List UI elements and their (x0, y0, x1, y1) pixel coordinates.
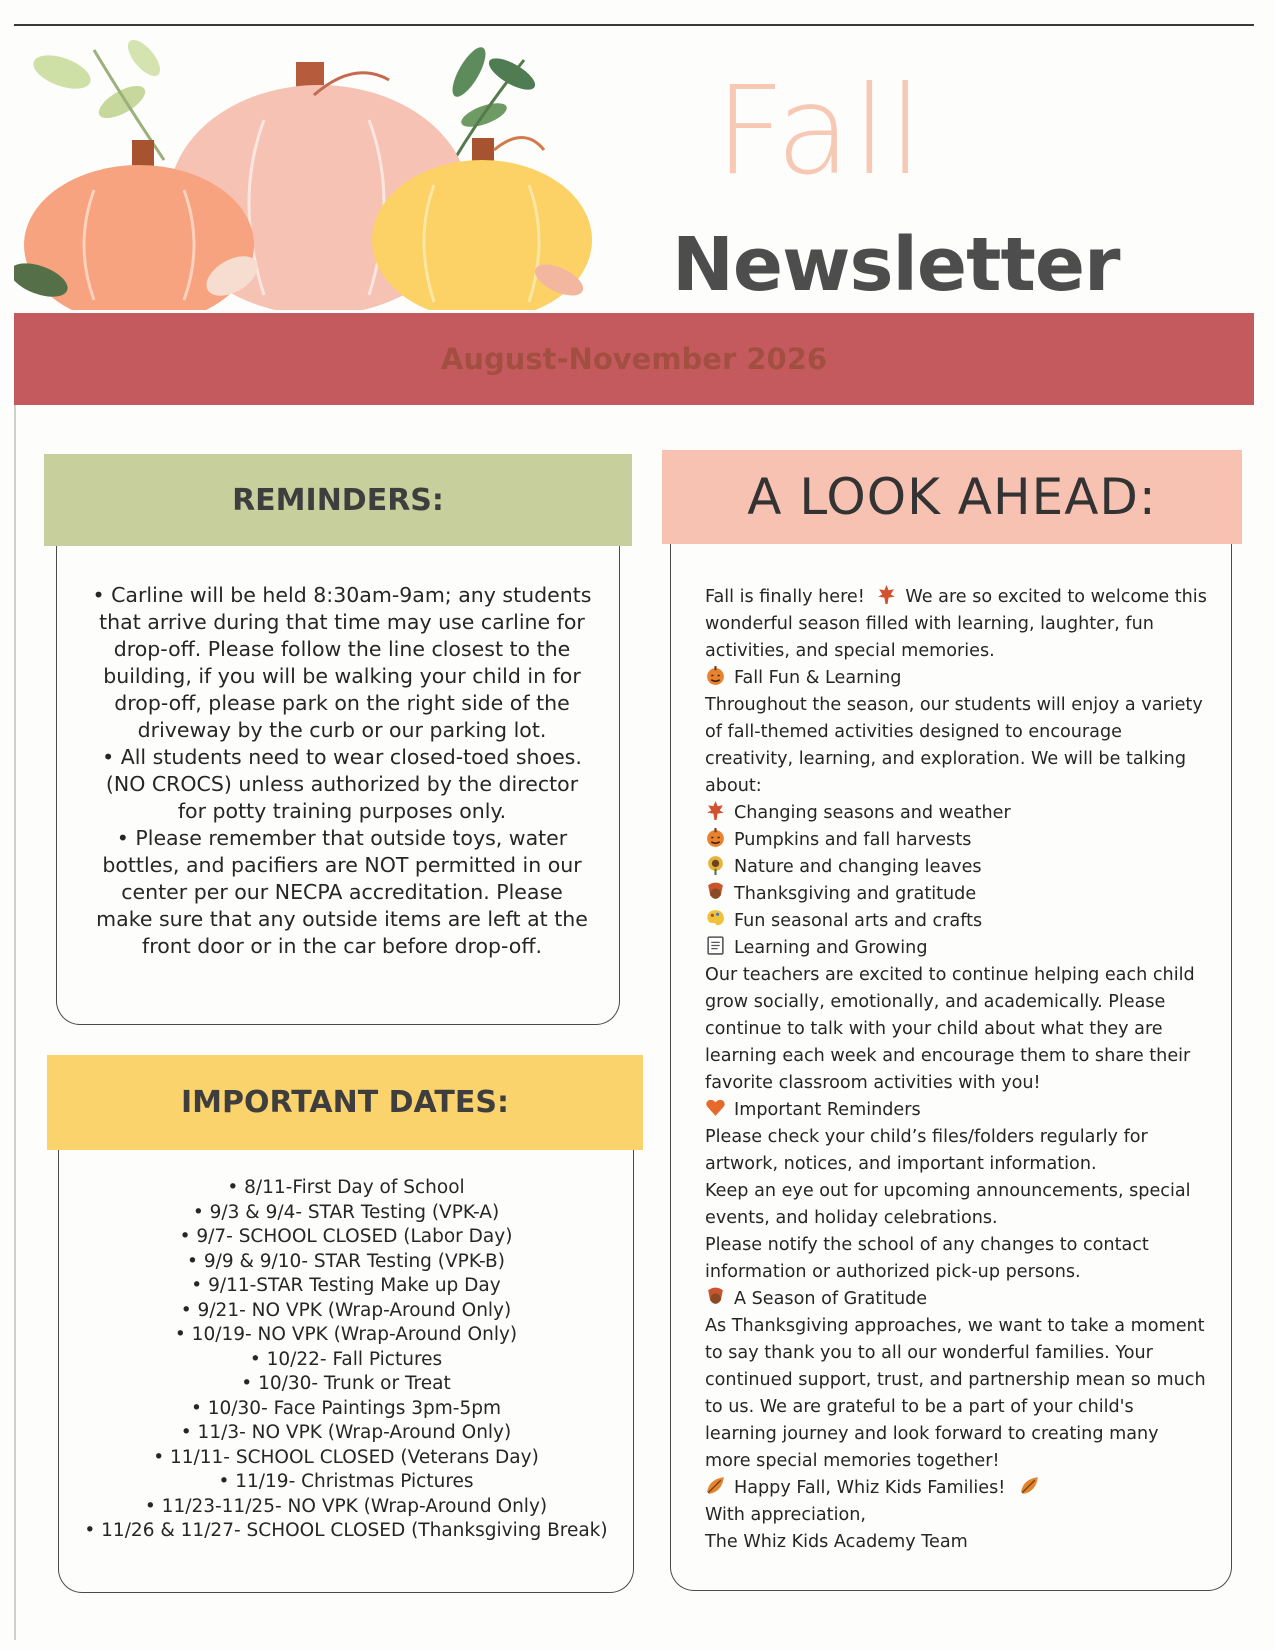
section-text: Please notify the school of any changes to contact information or authorized pick-up persons. (705, 1235, 1149, 1282)
title-fall: Fall (715, 60, 925, 202)
section-text: As Thanksgiving approaches, we want to take a moment to say thank you to all our wonderful families. Your continued support, trust, and partnership mean so much to us. We are grateful to be a part of your child's learning journey and look forward to creating many more special memories together! (705, 1316, 1206, 1471)
topic-label: Nature and changing leaves (734, 857, 982, 877)
topic-item (705, 854, 1207, 881)
section-heading (705, 665, 1207, 692)
section-text: Throughout the season, our students will enjoy a variety of fall-themed activities designed to encourage creativity, learning, and exploration. We will be talking about: (705, 695, 1203, 796)
sunflower-icon (705, 854, 726, 875)
list-item: • 10/22- Fall Pictures (71, 1348, 621, 1373)
signoff-name: The Whiz Kids Academy Team (705, 1532, 968, 1552)
turkey-icon (705, 1286, 726, 1307)
list-item: • 8/11-First Day of School (71, 1176, 621, 1201)
look-ahead-heading: A LOOK AHEAD: (662, 450, 1242, 544)
title-newsletter: Newsletter (672, 222, 1120, 308)
topic-item (705, 908, 1207, 935)
list-item: • 9/11-STAR Testing Make up Day (71, 1274, 621, 1299)
reminders-list (91, 582, 593, 960)
list-item: • 10/30- Trunk or Treat (71, 1372, 621, 1397)
section-heading (705, 1097, 1207, 1124)
pumpkin-icon (705, 665, 726, 686)
section-text: Keep an eye out for upcoming announcements, special events, and holiday celebrations. (705, 1181, 1191, 1228)
section-title: Fall Fun & Learning (734, 668, 902, 688)
heart-icon (705, 1097, 726, 1118)
pumpkin-icon (705, 827, 726, 848)
reminders-box (56, 546, 620, 1025)
list-item: • 10/19- NO VPK (Wrap-Around Only) (71, 1323, 621, 1348)
section-heading (705, 935, 1207, 962)
section-title: Important Reminders (734, 1100, 921, 1120)
topic-item (705, 881, 1207, 908)
section-heading (705, 1286, 1207, 1313)
list-item: • 9/7- SCHOOL CLOSED (Labor Day) (71, 1225, 621, 1250)
maple-leaf-icon (876, 584, 897, 605)
autumn-leaf-icon (705, 1475, 726, 1496)
signoff-line: With appreciation, (705, 1505, 866, 1525)
list-item: • Please remember that outside toys, water bottles, and pacifiers are NOT permitted in our center per our NECPA accreditation. Please make sure that any outside items are left at the front door or in the car before drop-off. (91, 825, 593, 960)
section-text: Please check your child’s files/folders regularly for artwork, notices, and important information. (705, 1127, 1148, 1174)
turkey-icon (705, 881, 726, 902)
list-item: • Carline will be held 8:30am-9am; any students that arrive during that time may use carline for drop-off. Please follow the line closest to the building, if you will be walking your child in for drop-off, please park on the right side of the driveway by the curb or our parking lot. (91, 582, 593, 744)
topic-label: Pumpkins and fall harvests (734, 830, 972, 850)
notebook-icon (705, 935, 726, 956)
list-item: • 11/23-11/25- NO VPK (Wrap-Around Only) (71, 1495, 621, 1520)
top-rule (14, 24, 1254, 26)
list-item: • 11/11- SCHOOL CLOSED (Veterans Day) (71, 1446, 621, 1471)
list-item: • 11/19- Christmas Pictures (71, 1470, 621, 1495)
list-item: • 11/3- NO VPK (Wrap-Around Only) (71, 1421, 621, 1446)
list-item: • 9/9 & 9/10- STAR Testing (VPK-B) (71, 1250, 621, 1275)
section-title: A Season of Gratitude (734, 1289, 928, 1309)
left-margin-rule (14, 400, 16, 1640)
look-ahead-body (705, 584, 1207, 1556)
dates-list (71, 1176, 621, 1544)
list-item: • 9/21- NO VPK (Wrap-Around Only) (71, 1299, 621, 1324)
reminders-heading: REMINDERS: (44, 454, 632, 546)
section-title: Learning and Growing (734, 938, 928, 958)
date-banner (14, 313, 1254, 405)
intro-text: Fall is finally here! (705, 587, 865, 607)
section-text: Our teachers are excited to continue helping each child grow socially, emotionally, and academically. Please continue to talk with your child about what they are learning each week and encourage them to share their favorite classroom activities with you! (705, 965, 1195, 1093)
look-ahead-box (670, 544, 1232, 1591)
intro-paragraph (705, 584, 1207, 665)
pumpkins-illustration (14, 40, 654, 310)
closing-text: Happy Fall, Whiz Kids Families! (734, 1478, 1006, 1498)
autumn-leaf-icon (1019, 1475, 1040, 1496)
topic-label: Changing seasons and weather (734, 803, 1011, 823)
important-dates-box (58, 1150, 634, 1593)
closing-line (705, 1475, 1207, 1502)
palette-icon (705, 908, 726, 929)
list-item: • 9/3 & 9/4- STAR Testing (VPK-A) (71, 1201, 621, 1226)
maple-leaf-icon (705, 800, 726, 821)
topic-item (705, 827, 1207, 854)
important-dates-heading: IMPORTANT DATES: (47, 1055, 643, 1150)
topic-item (705, 800, 1207, 827)
list-item: • All students need to wear closed-toed shoes. (NO CROCS) unless authorized by the director for potty training purposes only. (91, 744, 593, 825)
intro-text-cont: We are so excited to welcome this wonderful season filled with learning, laughter, fun activities, and special memories. (705, 587, 1207, 661)
list-item: • 10/30- Face Paintings 3pm-5pm (71, 1397, 621, 1422)
topic-label: Thanksgiving and gratitude (734, 884, 977, 904)
topic-label: Fun seasonal arts and crafts (734, 911, 983, 931)
date-range: August-November 2026 (440, 342, 828, 376)
list-item: • 11/26 & 11/27- SCHOOL CLOSED (Thanksgiving Break) (71, 1519, 621, 1544)
